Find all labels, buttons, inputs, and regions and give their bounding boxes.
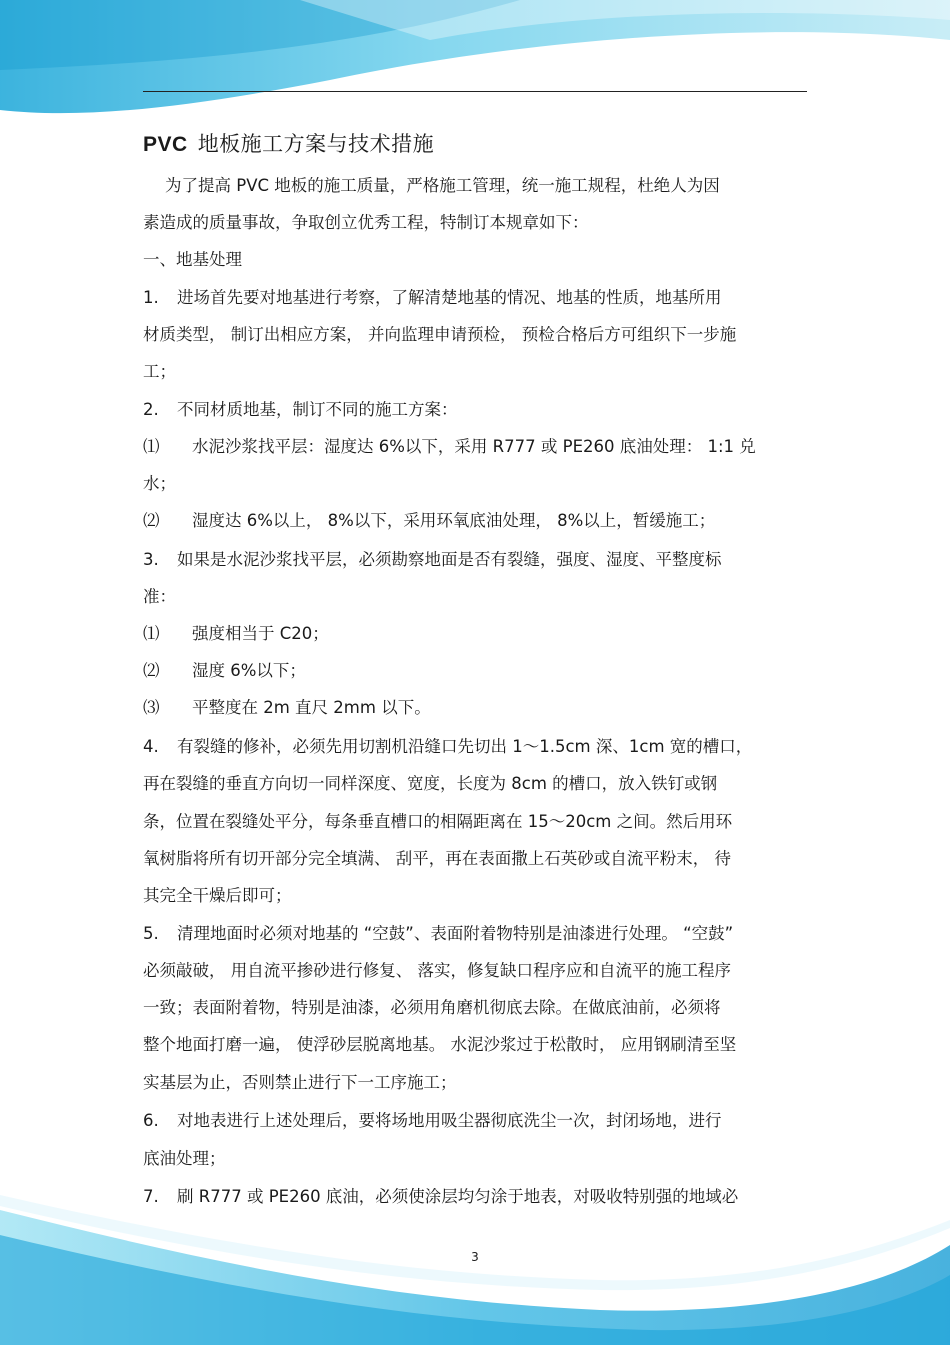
line-text: 强度相当于 C20；	[192, 624, 329, 643]
line-text: 整个地面打磨一遍， 使浮砂层脱离地基。 水泥沙浆过于松散时， 应用钢刷清至坚	[143, 1035, 737, 1054]
line-text: 工；	[143, 362, 176, 381]
item-number: 2.	[143, 400, 159, 419]
body-line	[143, 849, 731, 869]
body-line	[143, 886, 292, 906]
body-line	[143, 812, 732, 832]
body-line	[165, 176, 720, 196]
body-line	[143, 774, 717, 794]
item-number: 4.	[143, 737, 159, 756]
line-text: 准：	[143, 587, 176, 606]
body-line	[143, 924, 733, 944]
body-line	[143, 474, 176, 494]
body-line	[143, 1187, 738, 1207]
item-number: 6.	[143, 1111, 159, 1130]
line-text: 一、地基处理	[143, 250, 242, 269]
item-number: ⑴	[143, 624, 160, 643]
line-text: 底油处理；	[143, 1149, 226, 1168]
title-latin: PVC	[143, 133, 188, 156]
body-line	[143, 325, 736, 345]
line-text: 素造成的质量事故，争取创立优秀工程，特制订本规章如下：	[143, 213, 589, 232]
item-number: 5.	[143, 924, 159, 943]
body-line	[143, 624, 329, 644]
document-title	[143, 128, 434, 158]
header-rule	[143, 91, 807, 92]
body-line	[143, 737, 752, 757]
line-text: 平整度在 2m 直尺 2mm 以下。	[192, 698, 431, 717]
line-text: 不同材质地基，制订不同的施工方案：	[177, 400, 458, 419]
line-text: 湿度 6%以下；	[192, 661, 306, 680]
body-line	[143, 1035, 736, 1055]
page-number: 3	[471, 1250, 479, 1264]
line-text: 进场首先要对地基进行考察，了解清楚地基的情况、地基的性质，地基所用	[177, 288, 722, 307]
item-number: ⑵	[143, 661, 160, 680]
body-line	[143, 1149, 226, 1169]
body-line	[143, 550, 722, 570]
body-line	[143, 587, 176, 607]
line-text: 为了提高 PVC 地板的施工质量，严格施工管理，统一施工规程，杜绝人为因	[165, 176, 720, 195]
line-text: 水泥沙浆找平层：湿度达 6%以下，采用 R777 或 PE260 底油处理： 1:1 兑	[192, 437, 756, 456]
item-number: 3.	[143, 550, 159, 569]
line-text: 对地表进行上述处理后，要将场地用吸尘器彻底洗尘一次，封闭场地，进行	[177, 1111, 722, 1130]
line-text: 再在裂缝的垂直方向切一同样深度、宽度，长度为 8cm 的槽口，放入铁钉或钢	[143, 774, 718, 793]
line-text: 条，位置在裂缝处平分，每条垂直槽口的相隔距离在 15～20cm 之间。然后用环	[143, 812, 733, 831]
line-text: 刷 R777 或 PE260 底油，必须使涂层均匀涂于地表，对吸收特别强的地域必	[177, 1187, 739, 1206]
line-text: 湿度达 6%以上， 8%以下，采用环氧底油处理， 8%以上，暂缓施工；	[192, 511, 716, 530]
line-text: 必须敲破， 用自流平掺砂进行修复、 落实，修复缺口程序应和自流平的施工程序	[143, 961, 731, 980]
item-number: ⑴	[143, 437, 160, 456]
body-line	[143, 511, 715, 531]
line-text: 清理地面时必须对地基的 “空鼓”、表面附着物特别是油漆进行处理。 “空鼓”	[177, 924, 734, 943]
title-cn: 地板施工方案与技术措施	[197, 132, 435, 156]
item-number: 7.	[143, 1187, 159, 1206]
body-line	[143, 1073, 457, 1093]
item-number: 1.	[143, 288, 159, 307]
body-line	[143, 698, 431, 718]
line-text: 水；	[143, 474, 176, 493]
line-text: 氧树脂将所有切开部分完全填满、 刮平，再在表面撒上石英砂或自流平粉末， 待	[143, 849, 731, 868]
body-line	[143, 213, 589, 233]
body-line	[143, 961, 731, 981]
line-text: 实基层为止，否则禁止进行下一工序施工；	[143, 1073, 457, 1092]
line-text: 如果是水泥沙浆找平层，必须勘察地面是否有裂缝，强度、湿度、平整度标	[177, 550, 722, 569]
line-text: 有裂缝的修补，必须先用切割机沿缝口先切出 1～1.5cm 深、1cm 宽的槽口，	[177, 737, 753, 756]
body-line	[143, 362, 176, 382]
body-line	[143, 661, 306, 681]
section-heading	[143, 250, 242, 270]
line-text: 一致；表面附着物，特别是油漆，必须用角磨机彻底去除。在做底油前，必须将	[143, 998, 721, 1017]
line-text: 材质类型， 制订出相应方案， 并向监理申请预检， 预检合格后方可组织下一步施	[143, 325, 737, 344]
body-line	[143, 1111, 722, 1131]
body-line	[143, 437, 756, 457]
body-line	[143, 400, 458, 420]
body-line	[143, 998, 721, 1018]
item-number: ⑶	[143, 698, 160, 717]
line-text: 其完全干燥后即可；	[143, 886, 292, 905]
body-line	[143, 288, 722, 308]
item-number: ⑵	[143, 511, 160, 530]
